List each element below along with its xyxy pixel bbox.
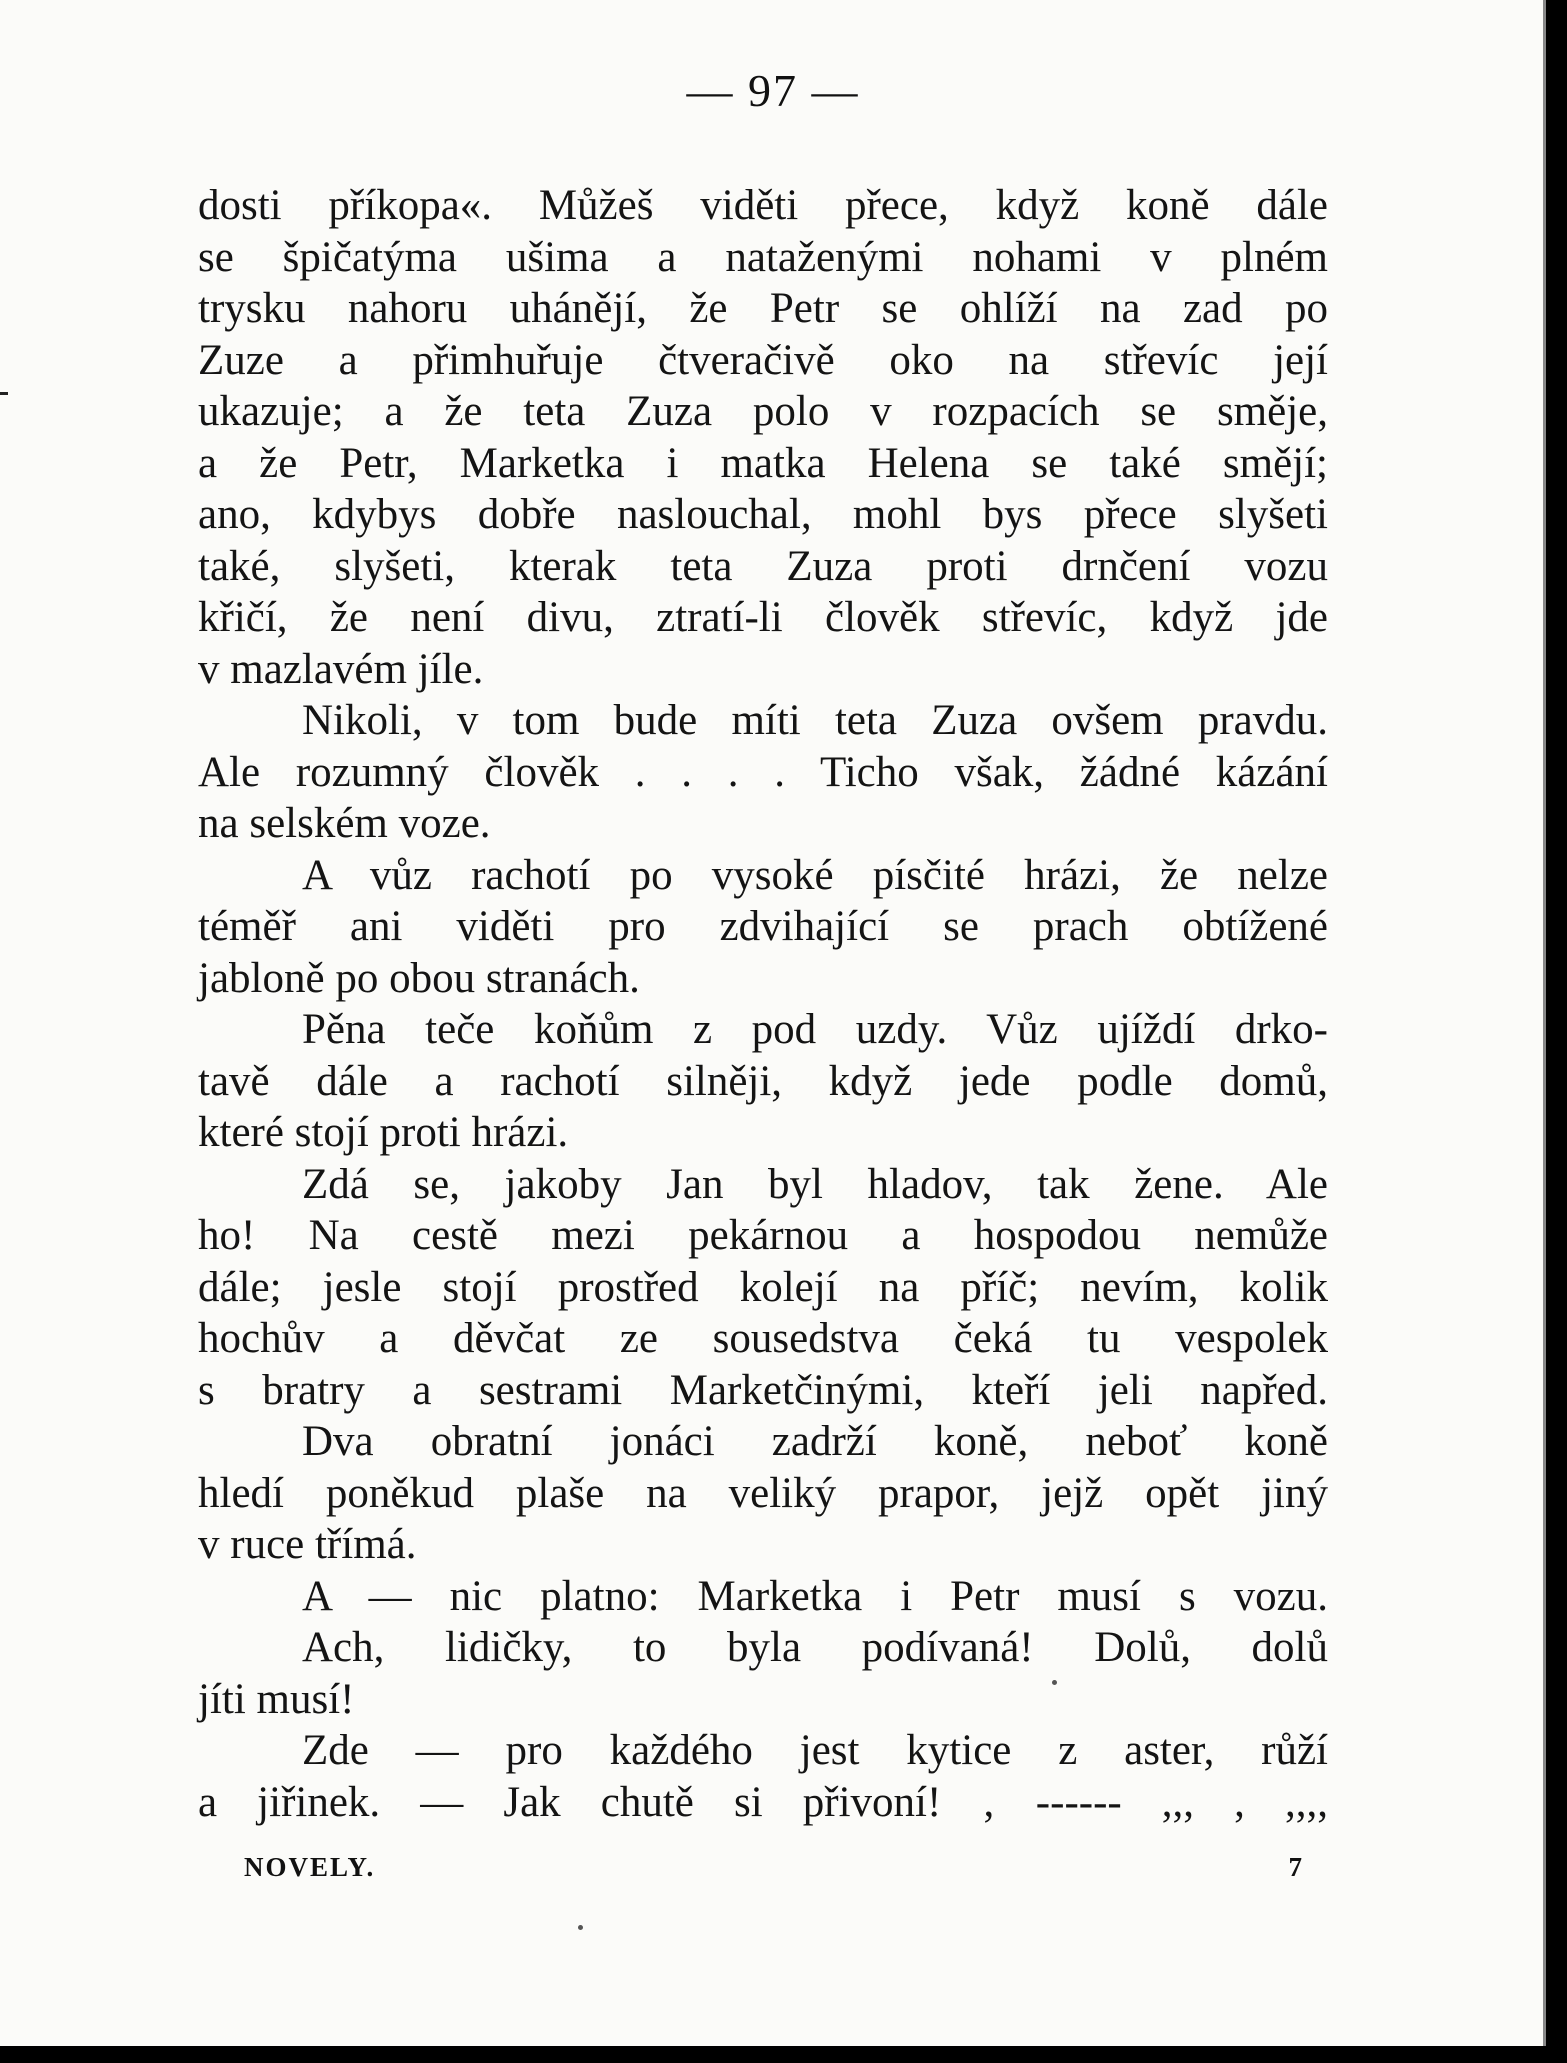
text-line: v mazlavém jíle. bbox=[198, 645, 484, 693]
body-text bbox=[198, 180, 1328, 1828]
text-line: a že Petr, Marketka i matka Helena se také smějí; bbox=[198, 439, 1328, 487]
text-line: Dva obratní jonáci zadrží koně, neboť koně bbox=[302, 1418, 1328, 1465]
sheet-number: 7 bbox=[1288, 1852, 1304, 1882]
text-line: jíti musí! bbox=[198, 1675, 355, 1723]
text-line: A vůz rachotí po vysoké písčité hrázi, že nelze bbox=[302, 851, 1328, 899]
text-line: dosti příkopa«. Můžeš viděti přece, když koně dále bbox=[198, 182, 1328, 229]
dust-speck bbox=[1052, 1680, 1057, 1685]
text-line: ukazuje; a že teta Zuza polo v rozpacích se směje, bbox=[198, 388, 1328, 435]
text-line: také, slyšeti, kterak teta Zuza proti drnčení vozu bbox=[198, 542, 1328, 590]
text-line: ano, kdybys dobře naslouchal, mohl bys přece slyšeti bbox=[198, 491, 1328, 538]
dust-speck bbox=[578, 1925, 583, 1930]
text-line: Ale rozumný člověk . . . . Ticho však, žádné kázání bbox=[198, 748, 1328, 796]
margin-mark bbox=[0, 392, 8, 395]
text-line: se špičatýma ušima a nataženými nohami v plném bbox=[198, 233, 1328, 281]
text-line: Zuze a přimhuřuje čtveračivě oko na střevíc její bbox=[198, 336, 1328, 384]
text-line: jabloně po obou stranách. bbox=[198, 954, 640, 1002]
text-line: s bratry a sestrami Marketčinými, kteří jeli napřed. bbox=[198, 1366, 1328, 1414]
text-line: hochův a děvčat ze sousedstva čeká tu vespolek bbox=[198, 1315, 1328, 1362]
text-line: Zde — pro každého jest kytice z aster, růží bbox=[302, 1727, 1328, 1774]
text-line: Zdá se, jakoby Jan byl hladov, tak žene. Ale bbox=[302, 1160, 1328, 1208]
text-line: hledí poněkud plaše na veliký prapor, jejž opět jiný bbox=[198, 1469, 1328, 1517]
text-line: které stojí proti hrázi. bbox=[198, 1109, 569, 1156]
text-line: Pěna teče koňům z pod uzdy. Vůz ujíždí drko- bbox=[302, 1006, 1328, 1053]
text-line: Ach, lidičky, to byla podívaná! Dolů, dolů bbox=[302, 1624, 1328, 1671]
text-line: téměř ani viděti pro zdvihající se prach obtížené bbox=[198, 903, 1328, 950]
text-line: v ruce třímá. bbox=[198, 1521, 417, 1568]
text-line: ho! Na cestě mezi pekárnou a hospodou nemůže bbox=[198, 1212, 1328, 1259]
text-line: tavě dále a rachotí silněji, když jede podle domů, bbox=[198, 1057, 1328, 1105]
signature-mark: NOVELY. bbox=[244, 1852, 376, 1882]
text-line: dále; jesle stojí prostřed kolejí na příč; nevím, kolik bbox=[198, 1263, 1328, 1311]
text-line: a jiřinek. — Jak chutě si přivoní! ‚ ------ ,,, , ,,,, bbox=[198, 1778, 1328, 1826]
text-line: na selském voze. bbox=[198, 800, 491, 847]
text-line: A — nic platno: Marketka i Petr musí s vozu. bbox=[302, 1572, 1328, 1620]
text-line: Nikoli, v tom bude míti teta Zuza ovšem pravdu. bbox=[302, 697, 1328, 744]
text-line: trysku nahoru uhánějí, že Petr se ohlíží na zad po bbox=[198, 285, 1328, 332]
page-number: — 97 — bbox=[686, 65, 860, 116]
text-line: křičí, že není divu, ztratí-li člověk střevíc, když jde bbox=[198, 594, 1328, 641]
